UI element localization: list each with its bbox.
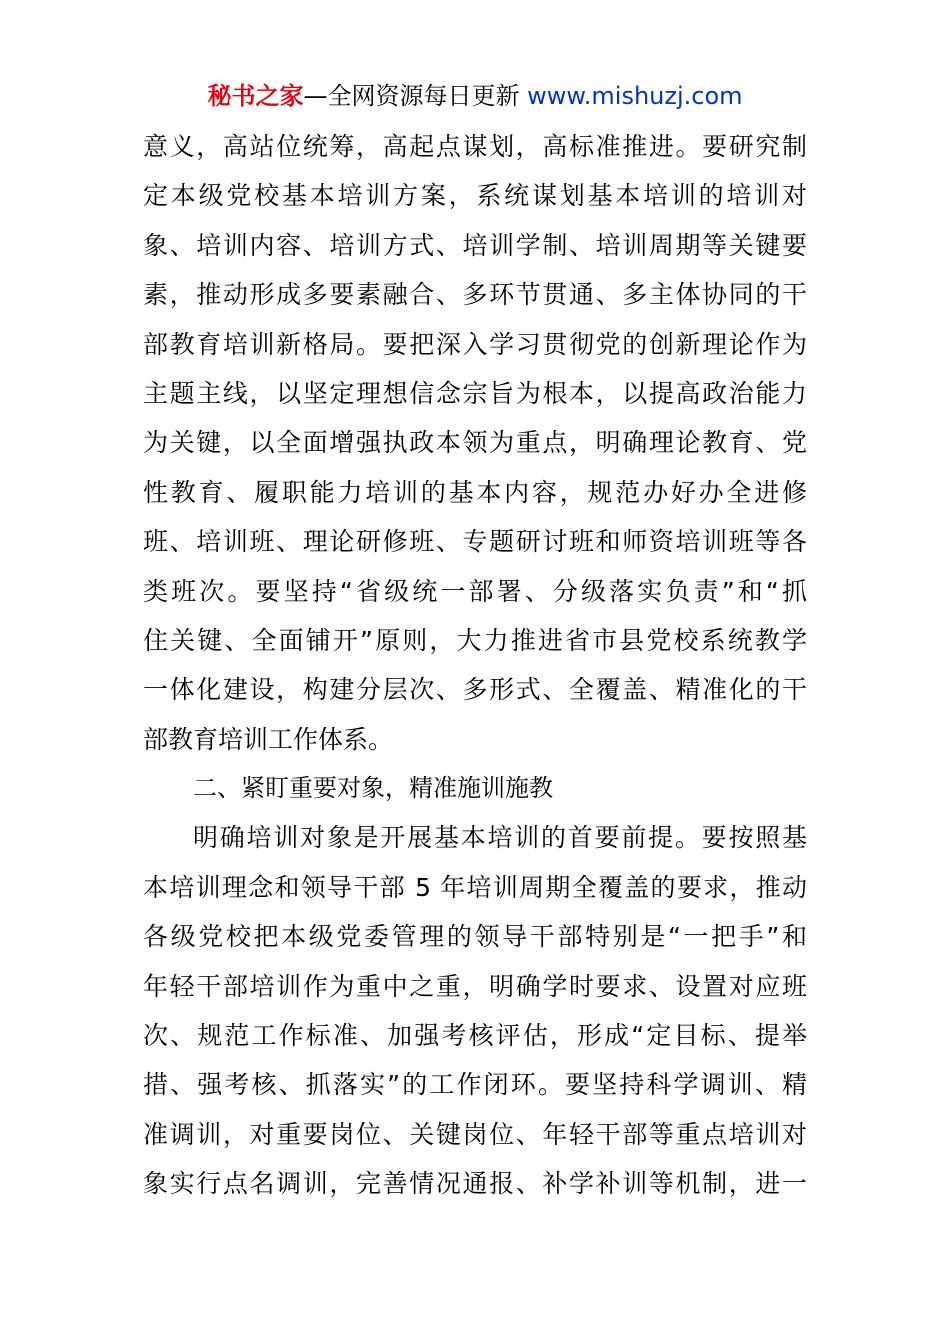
text-line: 本培训理念和领导干部 5 年培训周期全覆盖的要求，推动 <box>143 872 807 902</box>
text-line: 部教育培训新格局。要把深入学习贯彻党的创新理论作为 <box>143 329 807 359</box>
text-line: 班、培训班、理论研修班、专题研讨班和师资培训班等各 <box>143 527 807 557</box>
text-line: 准调训，对重要岗位、关键岗位、年轻干部等重点培训对 <box>143 1119 807 1149</box>
text-line: 类班次。要坚持“省级统一部署、分级落实负责”和“抓 <box>143 576 807 606</box>
text-line: 各级党校把本级党委管理的领导干部特别是“一把手”和 <box>143 922 807 952</box>
site-url-link[interactable]: www.mishuzj.com <box>527 82 743 110</box>
text-line: 象实行点名调训，完善情况通报、补学补训等机制，进一 <box>143 1169 807 1199</box>
text-line: 素，推动形成多要素融合、多环节贯通、多主体协同的干 <box>143 280 807 310</box>
text-line: 为关键，以全面增强执政本领为重点，明确理论教育、党 <box>143 428 807 458</box>
text-line: 意义，高站位统筹，高起点谋划，高标准推进。要研究制 <box>143 132 807 161</box>
text-line: 年轻干部培训作为重中之重，明确学时要求、设置对应班 <box>143 971 807 1001</box>
text-line: 性教育、履职能力培训的基本内容，规范办好办全进修 <box>143 477 807 507</box>
text-line: 措、强考核、抓落实”的工作闭环。要坚持科学调训、精 <box>143 1070 807 1100</box>
paragraph-first-line: 明确培训对象是开展基本培训的首要前提。要按照基 <box>193 823 807 853</box>
text-line: 部教育培训工作体系。 <box>143 724 394 754</box>
text-line: 主题主线，以坚定理想信念宗旨为根本，以提高政治能力 <box>143 378 807 408</box>
text-line: 次、规范工作标准、加强考核评估，形成“定目标、提举 <box>143 1021 807 1051</box>
document-body <box>143 122 807 1209</box>
section-heading: 二、紧盯重要对象，精准施训施教 <box>193 774 553 803</box>
text-line: 象、培训内容、培训方式、培训学制、培训周期等关键要 <box>143 230 807 260</box>
text-line: 住关键、全面铺开”原则，大力推进省市县党校系统教学 <box>143 625 807 655</box>
site-brand: 秘书之家 <box>207 82 304 110</box>
text-line: 定本级党校基本培训方案，系统谋划基本培训的培训对 <box>143 181 807 211</box>
site-header <box>0 80 950 112</box>
text-line: 一体化建设，构建分层次、多形式、全覆盖、精准化的干 <box>143 675 807 705</box>
site-tagline: —全网资源每日更新 <box>303 82 528 110</box>
